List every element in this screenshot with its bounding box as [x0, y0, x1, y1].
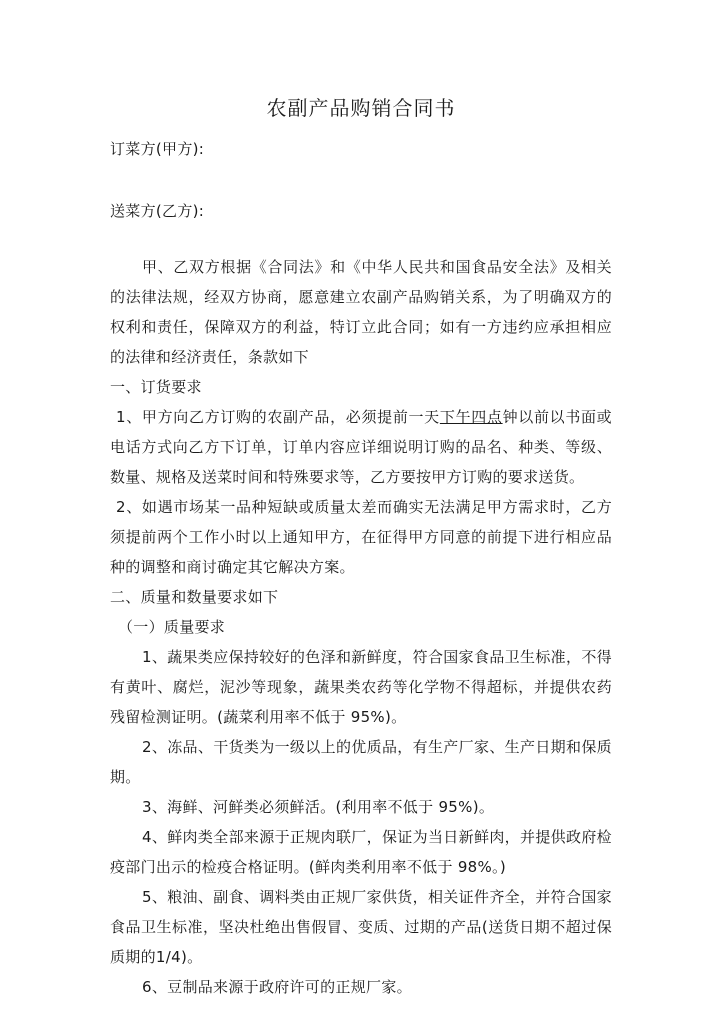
document-title: 农副产品购销合同书: [266, 96, 456, 120]
item-1-text-after: 钟以前以书面或电话方式向乙方下订单，订单内容应详细说明订购的品名、种类、等级、数量、规格及送菜时间和特殊要求等，乙方要按甲方订购的要求送货。: [110, 408, 612, 486]
section-1-heading: 一、订货要求: [110, 378, 202, 396]
section-2-subheading: （一）质量要求: [118, 618, 226, 636]
quality-item-4: 4、鲜肉类全部来源于正规肉联厂，保证为当日新鲜肉，并提供政府检疫部门出示的检疫合格证明。(鲜肉类利用率不低于 98%。): [110, 828, 612, 876]
quality-item-5: 5、粮油、副食、调料类由正规厂家供货，相关证件齐全，并符合国家食品卫生标准，坚决杜绝出售假冒、变质、过期的产品(送货日期不超过保质期的1/4)。: [110, 888, 612, 966]
section-1-item-1: [110, 402, 612, 492]
spacer: [110, 164, 612, 196]
intro-paragraph: 甲、乙双方根据《合同法》和《中华人民共和国食品安全法》及相关的法律法规，经双方协商，愿意建立农副产品购销关系，为了明确双方的权利和责任，保障双方的利益，特订立此合同；如有一方违约应承担相应的法律和经济责任，条款如下: [110, 258, 612, 366]
item-1-deadline-underlined: 下午四点: [439, 408, 503, 426]
quality-item-1: 1、蔬果类应保持较好的色泽和新鲜度，符合国家食品卫生标准，不得有黄叶、腐烂，泥沙等现象，蔬果类农药等化学物不得超标，并提供农药残留检测证明。(蔬菜利用率不低于 95%)。: [110, 648, 612, 726]
party-a-label: 订菜方(甲方):: [110, 140, 205, 158]
item-1-text-before: 1、甲方向乙方订购的农副产品，必须提前一天: [116, 408, 440, 426]
document-page: [110, 92, 612, 1002]
quality-item-2: 2、冻品、干货类为一级以上的优质品，有生产厂家、生产日期和保质期。: [110, 738, 612, 786]
quality-item-3: 3、海鲜、河鲜类必须鲜活。(利用率不低于 95%)。: [142, 798, 495, 816]
section-2-heading: 二、质量和数量要求如下: [110, 588, 279, 606]
quality-item-6: 6、豆制品来源于政府许可的正规厂家。: [142, 978, 412, 996]
section-1-item-2: 2、如遇市场某一品种短缺或质量太差而确实无法满足甲方需求时，乙方须提前两个工作小时以上通知甲方，在征得甲方同意的前提下进行相应品种的调整和商讨确定其它解决方案。: [110, 498, 612, 576]
spacer: [110, 226, 612, 252]
party-b-label: 送菜方(乙方):: [110, 202, 205, 220]
